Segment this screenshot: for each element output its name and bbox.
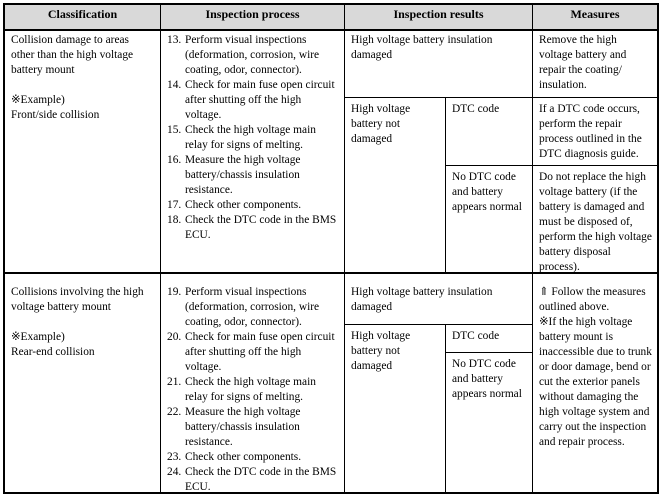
row1-step: 18. Check the DTC code in the BMS ECU. [167,214,337,241]
row1-measure-no-dtc: Do not replace the high voltage battery (if the battery is damaged and must be disposed of, perform the high voltage battery disposal process). [539,171,652,273]
row2-example-label: ※Example) [11,331,65,343]
row1-step: 17. Check other components. [167,199,302,211]
row1-step: 15. Check the high voltage main relay for signs of melting. [167,124,316,151]
row2-measure-note: ※If the high voltage battery mount is inaccessible due to trunk or door damage, bend or cut the exterior panels without damaging the high voltage system and carry out the inspection and repair process. [539,316,652,448]
header-inspection-results: Inspection results [345,5,532,29]
row1-result-not-damaged: High voltage battery not damaged [351,103,411,145]
row2-measure-follow: ⇑ Follow the measures outlined above. [539,286,646,313]
row1-example-value: Front/side collision [11,109,100,121]
row2-dtc-divider [445,352,532,353]
row2-result-not-damaged: High voltage battery not damaged [351,330,411,372]
row2-step: 20. Check for main fuse open circuit after shutting off the high voltage. [167,331,335,373]
row2-step: 24. Check the DTC code in the BMS ECU. [167,466,337,493]
row2-classification [5,283,160,493]
col-divider-3 [532,5,533,492]
row2-subcol-divider [445,324,446,492]
row1-example-label: ※Example) [11,94,65,106]
row2-measures [533,283,657,493]
row1-classification [5,31,160,269]
row1-step: 14. Check for main fuse open circuit after shutting off the high voltage. [167,79,335,121]
row2-results-divider [344,324,532,325]
row2-step: 19. Perform visual inspections (deformation, corrosion, wire coating, odor, connector). [167,286,320,328]
row1-dtc-code: DTC code [452,103,500,115]
row2-step: 21. Check the high voltage main relay for signs of melting. [167,376,316,403]
header-inspection-process: Inspection process [161,5,344,29]
header-divider [5,29,657,31]
row1-measure-dtc: If a DTC code occurs, perform the repair process outlined in the DTC diagnosis guide. [539,103,642,160]
row1-dtc-divider [445,165,657,166]
row2-step: 22. Measure the high voltage battery/chassis insulation resistance. [167,406,301,448]
row1-results-divider [344,97,657,98]
header-classification: Classification [5,5,160,29]
row1-inspection-process [161,31,344,269]
header-measures: Measures [533,5,657,29]
row2-inspection-process [161,283,344,493]
col-divider-2 [344,5,345,492]
row1-measure-remove-battery: Remove the high voltage battery and repair the coating/ insulation. [539,34,627,91]
col-divider-1 [160,5,161,492]
row2-classification-text: Collisions involving the high voltage battery mount [11,286,144,313]
row2-step: 23. Check other components. [167,451,302,463]
row1-no-dtc: No DTC code and battery appears normal [452,171,522,213]
row1-result-insulation-damaged: High voltage battery insulation damaged [351,34,493,61]
row1-step: 16. Measure the high voltage battery/chassis insulation resistance. [167,154,301,196]
row2-no-dtc: No DTC code and battery appears normal [452,358,522,400]
row2-example-value: Rear-end collision [11,346,95,358]
row2-result-insulation-damaged: High voltage battery insulation damaged [351,286,493,313]
row1-step: 13. Perform visual inspections (deformation, corrosion, wire coating, odor, connector). [167,34,320,76]
row-divider [5,272,657,274]
row2-dtc-code: DTC code [452,330,500,342]
row1-classification-text: Collision damage to areas other than the high voltage battery mount [11,34,134,76]
inspection-table [3,3,659,494]
row1-subcol-divider [445,97,446,272]
